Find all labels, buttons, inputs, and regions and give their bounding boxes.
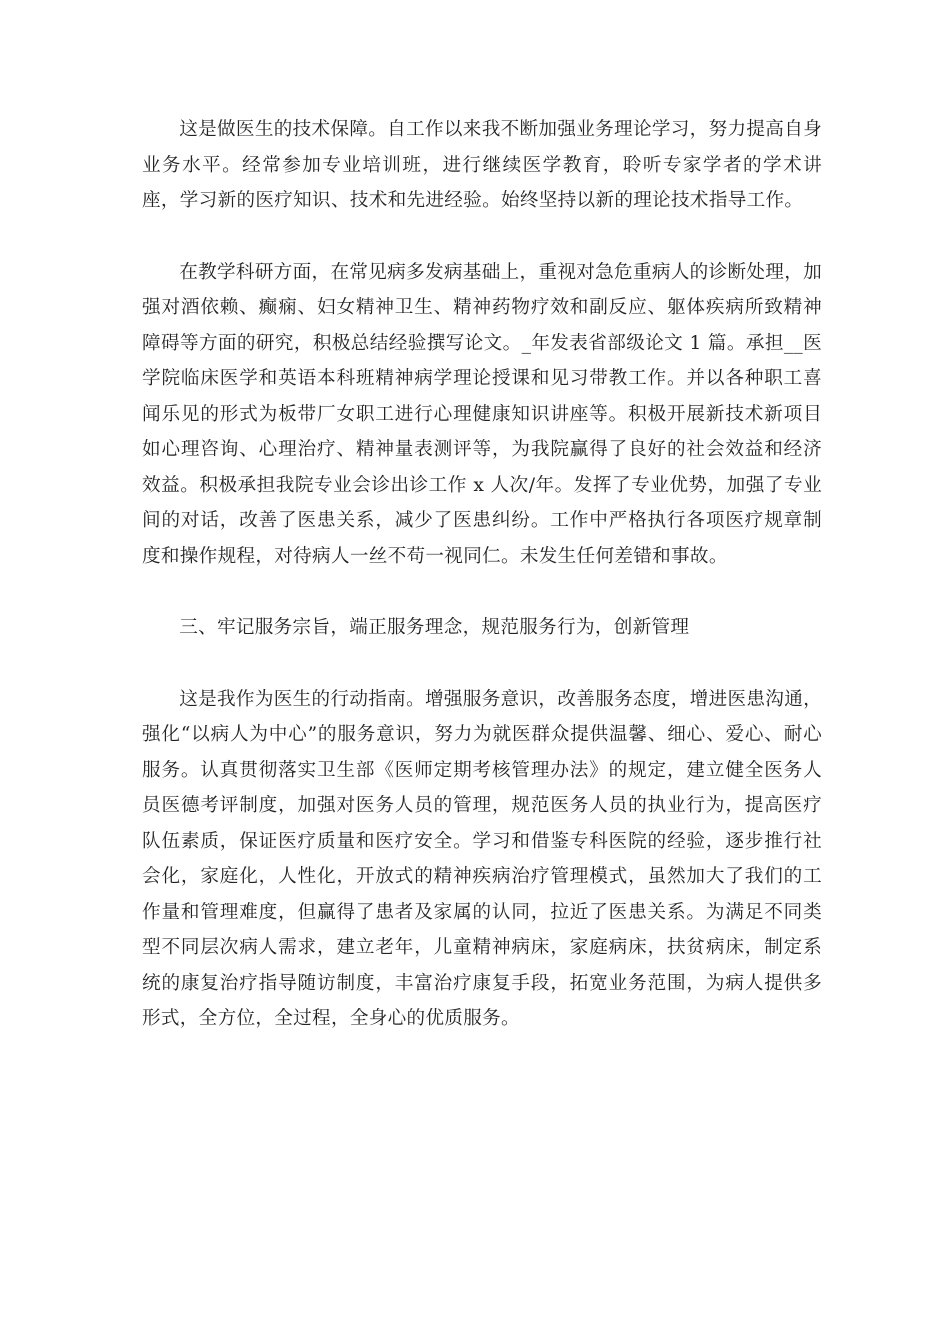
document-body bbox=[142, 112, 822, 1037]
paragraph-service-guideline: 这是我作为医生的行动指南。增强服务意识，改善服务态度，增进医患沟通，强化“以病人为中心”的服务意识，努力为就医群众提供温馨、细心、爱心、耐心服务。认真贯彻落实卫生部《医师定期考核管理办法》的规定，建立健全医务人员医德考评制度，加强对医务人员的管理，规范医务人员的执业行为，提高医疗队伍素质，保证医疗质量和医疗安全。学习和借鉴专科医院的经验，逐步推行社会化，家庭化，人性化，开放式的精神疾病治疗管理模式，虽然加大了我们的工作量和管理难度，但赢得了患者及家属的认同，拉近了医患关系。为满足不同类型不同层次病人需求，建立老年，儿童精神病床，家庭病床，扶贫病床，制定系统的康复治疗指导随访制度，丰富治疗康复手段，拓宽业务范围，为病人提供多形式，全方位，全过程，全身心的优质服务。 bbox=[142, 688, 822, 1029]
section-heading-service: 三、牢记服务宗旨，端正服务理念，规范服务行为，创新管理 bbox=[179, 617, 690, 638]
paragraph-teaching-research: 在教学科研方面，在常见病多发病基础上，重视对急危重病人的诊断处理，加强对酒依赖、癫痫、妇女精神卫生、精神药物疗效和副反应、躯体疾病所致精神障碍等方面的研究，积极总结经验撰写论文。_年发表省部级论文 1 篇。承担__医学院临床医学和英语本科班精神病学理论授课和见习带教工作。并以各种职工喜闻乐见的形式为板带厂女职工进行心理健康知识讲座等。积极开展新技术新项目如心理咨询、心理治疗、精神量表测评等，为我院赢得了良好的社会效益和经济效益。积极承担我院专业会诊出诊工作 x 人次/年。发挥了专业优势，加强了专业间的对话，改善了医患关系，减少了医患纠纷。工作中严格执行各项医疗规章制度和操作规程，对待病人一丝不苟一视同仁。未发生任何差错和事故。 bbox=[142, 261, 822, 567]
paragraph-technical-assurance: 这是做医生的技术保障。自工作以来我不断加强业务理论学习，努力提高自身业务水平。经常参加专业培训班，进行继续医学教育，聆听专家学者的学术讲座，学习新的医疗知识、技术和先进经验。始终坚持以新的理论技术指导工作。 bbox=[142, 119, 822, 211]
